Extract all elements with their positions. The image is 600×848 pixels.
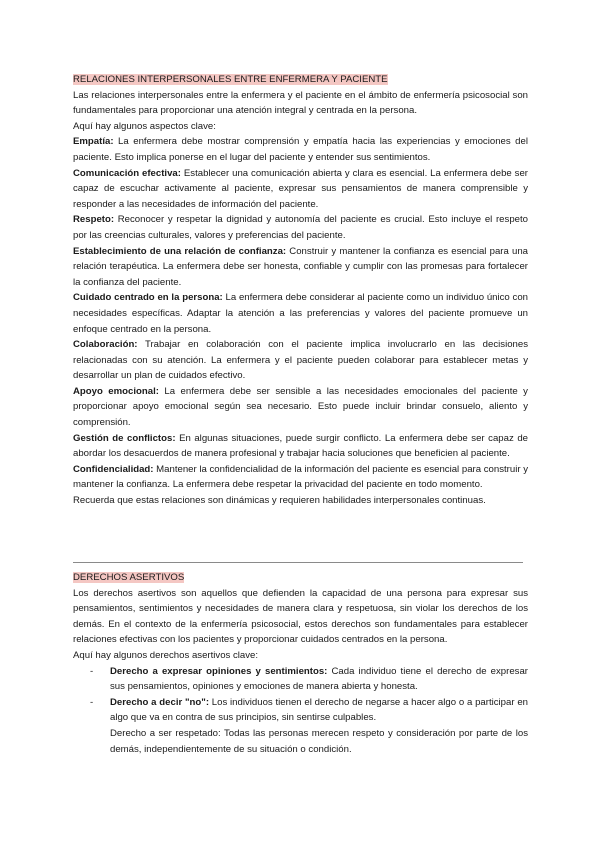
lead-paragraph: Aquí hay algunos derechos asertivos clave: [73,649,259,661]
intro-paragraph: Las relaciones interpersonales entre la enfermera y el paciente en el ámbito de enfermería psicosocial son fundamentales para proporcionar una atención integral y centrada en la persona. [73,89,528,117]
section-divider [73,562,523,563]
item-empathy [73,134,528,165]
item-collaboration [73,337,528,384]
item-text: La enfermera debe ser sensible a las necesidades emocionales del paciente y proporcionar apoyo emocional según sea necesario. Esto puede incluir brindar consuelo, aliento y comprensión. [73,385,528,429]
item-text: Los individuos tienen el derecho de negarse a hacer algo o a participar en algo que va en contra de sus principios, sin sentirse culpables. [110,696,528,724]
item-text: La enfermera debe mostrar comprensión y empatía hacia las experiencias y emociones del paciente. Esto implica ponerse en el lugar del paciente y entender sus sentimientos. [73,136,528,163]
item-term: Gestión de conflictos: [73,432,176,444]
item-term: Establecimiento de una relación de confianza: [73,245,287,257]
dash-bullet: - [90,665,94,677]
item-term: Comunicación efectiva: [73,167,181,179]
item-respect [73,212,528,243]
item-conflict [73,431,528,462]
item-text: Mantener la confidencialidad de la información del paciente es esencial para construir y mantener la confianza. La enfermera debe respetar la privacidad del paciente en todo momento. [73,463,528,491]
item-text: Reconocer y respetar la dignidad y autonomía del paciente es crucial. Esto incluye el respeto por las creencias culturales, valores y preferencias del paciente. [73,214,528,241]
item-trust [73,244,528,291]
item-confidentiality [73,462,528,493]
section-title-text: DERECHOS ASERTIVOS [73,572,185,583]
item-term: Empatía: [73,136,114,148]
list-item [73,664,528,695]
item-person-centered [73,290,528,337]
section-title-text: RELACIONES INTERPERSONALES ENTRE ENFERMERA Y PACIENTE [73,74,388,85]
item-communication [73,166,528,213]
lead-paragraph: Aquí hay algunos aspectos clave: [73,120,216,132]
item-text: Trabajar en colaboración con el paciente implica involucrarlo en las decisiones relacionadas con su atención. La enfermera y el paciente pueden colaborar para establecer metas y desarrollar un plan de cuidados efectivo. [73,339,528,382]
item-text: Establecer una comunicación abierta y clara es esencial. La enfermera debe ser capaz de escuchar activamente al paciente, expresar sus pensamientos de manera comprensible y responder a las necesidades de información del paciente. [73,167,528,210]
section-interpersonal-relations [73,72,528,509]
section-title [73,570,528,586]
item-emotional-support [73,384,528,431]
section-title [73,72,528,88]
dash-bullet: - [90,696,94,708]
item-text: Construir y mantener la confianza es esencial para una relación terapéutica. La enfermera debe ser honesta, confiable y cumplir con las promesas para fortalecer la confianza del paciente. [73,245,528,288]
item-term: Colaboración: [73,339,138,351]
item-text: Cada individuo tiene el derecho de expresar sus pensamientos, opiniones y emociones de manera abierta y honesta. [110,665,528,693]
item-term: Apoyo emocional: [73,385,159,397]
item-term: Derecho a expresar opiniones y sentimientos: [110,665,328,677]
rights-list [73,664,528,726]
list-continuation: Derecho a ser respetado: Todas las personas merecen respeto y consideración por parte de los demás, independientemente de su situación o condición. [110,727,528,755]
closing-paragraph: Recuerda que estas relaciones son dinámicas y requieren habilidades interpersonales continuas. [73,495,486,507]
intro-paragraph: Los derechos asertivos son aquellos que defienden la capacidad de una persona para expresar sus pensamientos, sentimientos y necesidades de manera clara y respetuosa, sin violar los derechos de los demás. En el contexto de la enfermería psicosocial, estos derechos son fundamentales para establecer relaciones efectivas con los pacientes y proporcionar cuidados centrados en la persona. [73,587,528,646]
section-assertive-rights [73,570,528,757]
item-term: Respeto: [73,214,115,226]
item-term: Derecho a decir "no": [110,696,210,708]
item-text: En algunas situaciones, puede surgir conflicto. La enfermera debe ser capaz de abordar los desacuerdos de manera profesional y trabajar hacia soluciones que beneficien al paciente. [73,432,528,460]
item-term: Confidencialidad: [73,463,154,475]
item-term: Cuidado centrado en la persona: [73,292,223,304]
item-text: La enfermera debe considerar al paciente como un individuo único con necesidades específicas. Adaptar la atención a las preferencias y valores del paciente promueve un enfoque centrado en la persona. [73,292,528,335]
list-item [73,695,528,726]
